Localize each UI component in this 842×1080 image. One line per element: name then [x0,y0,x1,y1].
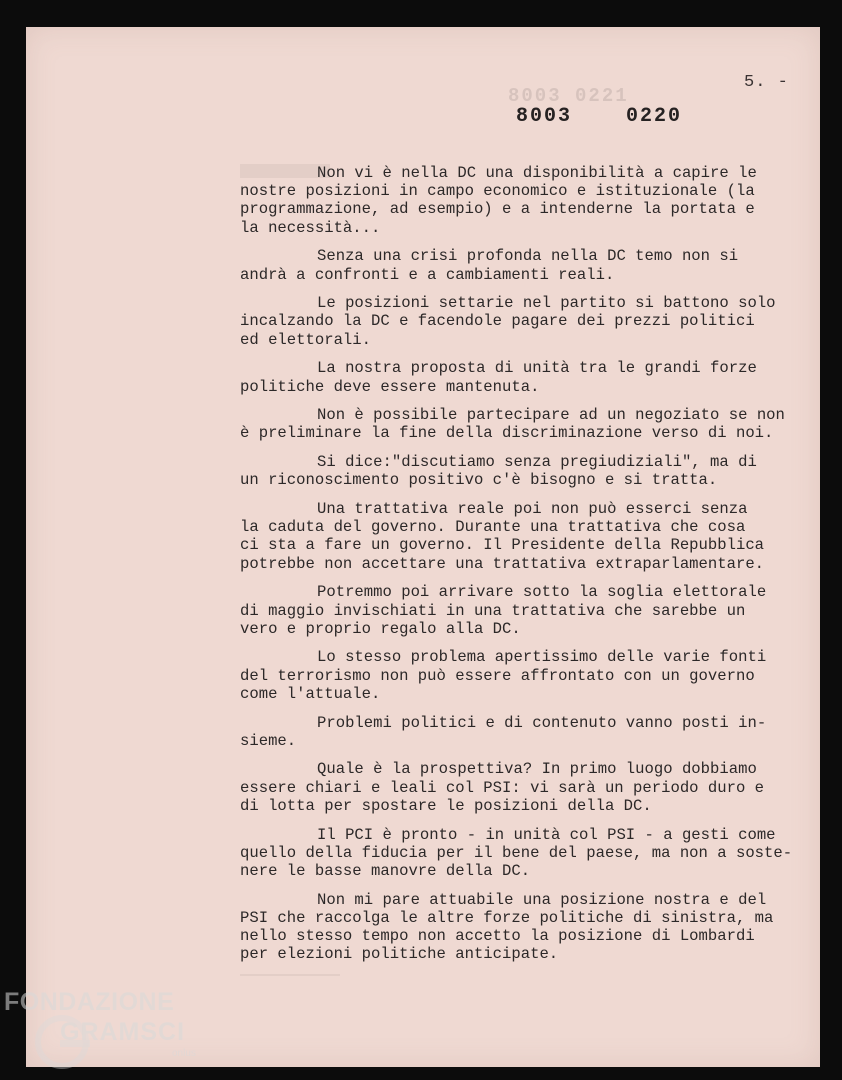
text-line: Lo stesso problema apertissimo delle varie fonti [317,648,767,667]
text-line: come l'attuale. [240,684,381,703]
text-line: Le posizioni settarie nel partito si battono solo [317,294,776,313]
paragraph [240,453,815,489]
text-line: ci sta a fare un governo. Il Presidente della Repubblica [240,536,765,555]
text-line: quello della fiducia per il bene del paese, ma non a soste- [240,843,793,862]
paragraph [240,891,815,964]
text-line: vero e proprio regalo alla DC. [240,619,521,638]
paragraph [240,406,815,442]
text-line: politiche deve essere mantenuta. [240,377,540,396]
paragraph [240,359,815,395]
text-line: nello stesso tempo non accetto la posizione di Lombardi [240,927,755,946]
text-line: Si dice:"discutiamo senza pregiudiziali", ma di [317,453,757,472]
text-line: andrà a confronti e a cambiamenti reali. [240,265,615,284]
paragraph [240,294,815,349]
text-line: potrebbe non accettare una trattativa extraparlamentare. [240,554,765,573]
stamp-right-number: 0220 [626,105,683,128]
text-line: sieme. [240,731,297,750]
text-line: un riconoscimento positivo c'è bisogno e si tratta. [240,471,718,490]
text-line: essere chiari e leali col PSI: vi sarà un periodo duro e [240,778,765,797]
paragraph [240,164,815,237]
text-line: nere le basse manovre della DC. [240,862,531,880]
show-through-mark [240,974,340,976]
text-line: Non vi è nella DC una disponibilità a capire le [317,164,757,182]
paragraph [240,826,815,881]
text-line: di lotta per spostare le posizioni della DC. [240,796,652,815]
text-line: del terrorismo non può essere affrontato con un governo [240,666,755,685]
text-line: ed elettorali. [240,330,372,349]
text-line: Potremmo poi arrivare sotto la soglia elettorale [317,583,767,602]
page-number: 5. - [744,73,789,92]
paragraph [240,247,815,283]
paragraph [240,648,815,703]
fondazione-gramsci-watermark [0,988,210,1068]
watermark-line-2: GRAMSCI [60,1018,186,1046]
text-line: incalzando la DC e facendole pagare dei prezzi politici [240,312,755,331]
text-line: programmazione, ad esempio) e a intenderne la portata e [240,200,755,219]
text-line: nostre posizioni in campo economico e istituzionale (la [240,182,755,201]
paragraph [240,500,815,573]
text-line: Quale è la prospettiva? In primo luogo dobbiamo [317,760,757,779]
show-through-stamp: 8003 0221 [508,85,629,107]
text-line: la caduta del governo. Durante una trattativa che cosa [240,518,746,537]
paragraph [240,760,815,815]
text-line: di maggio invischiati in una trattativa che sarebbe un [240,601,746,620]
text-line: Il PCI è pronto - in unità col PSI - a gesti come [317,825,776,844]
paragraph [240,714,815,750]
paragraph [240,583,815,638]
text-line: la necessità... [240,218,381,237]
stamp-left-number: 8003 [516,105,573,128]
text-line: Non mi pare attuabile una posizione nostra e del [317,890,767,909]
archive-stamp [516,105,682,128]
text-line: Senza una crisi profonda nella DC temo non si [317,247,739,266]
text-line: è preliminare la fine della discriminazione verso di noi. [240,424,774,443]
watermark-line-3: onlus [172,1048,196,1059]
text-line: PSI che raccolga le altre forze politiche di sinistra, ma [240,908,774,927]
text-line: Problemi politici e di contenuto vanno posti in- [317,713,767,732]
document-page [26,27,820,1067]
typed-body-text [240,164,815,974]
text-line: Non è possibile partecipare ad un negoziato se non [317,406,785,425]
text-line: La nostra proposta di unità tra le grandi forze [317,359,757,378]
text-line: per elezioni politiche anticipate. [240,945,559,964]
text-line: Una trattativa reale poi non può esserci senza [317,500,748,519]
watermark-line-1: FONDAZIONE [4,988,175,1016]
